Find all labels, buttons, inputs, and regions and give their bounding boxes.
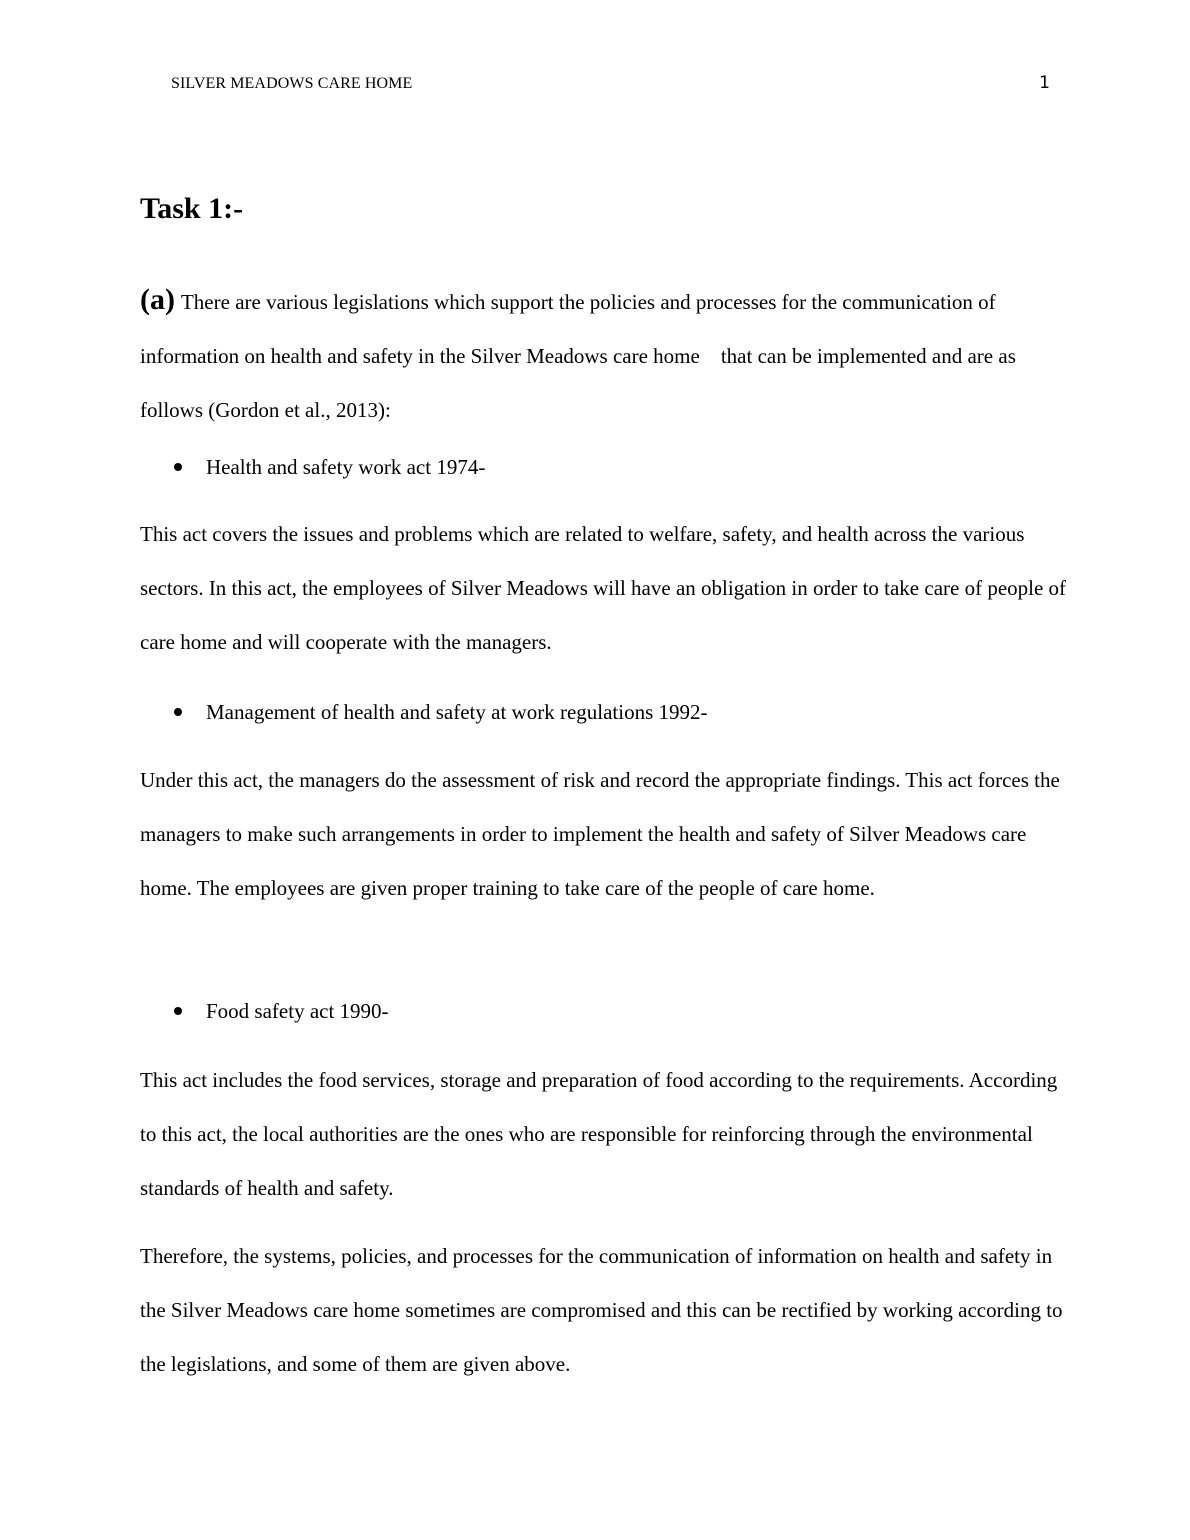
paragraph-hswa-1974: This act covers the issues and problems which are related to welfare, safety, and health across the various sectors. In this act, the employees of Silver Meadows will have an obligation in order to take care of people of care home and will cooperate with the managers.	[140, 522, 1067, 654]
bullet-icon	[174, 708, 182, 716]
bullet-icon	[174, 463, 182, 471]
page-number: 1	[1039, 73, 1050, 93]
running-header: SILVER MEADOWS CARE HOME	[171, 75, 413, 92]
task-heading: Task 1:-	[140, 192, 244, 225]
intro-text: There are various legislations which support the policies and processes for the communication of information on health and safety in the Silver Meadows care home that can be implemented and are as follows (Gordon et al., 2013):	[140, 290, 1022, 422]
bullet-label: Food safety act 1990-	[206, 999, 389, 1023]
paragraph-mhswr-1992: Under this act, the managers do the assessment of risk and record the appropriate findings. This act forces the managers to make such arrangements in order to implement the health and safety of Silver Meadows care home. The employees are given proper training to take care of the people of care home.	[140, 768, 1060, 900]
intro-paragraph	[140, 273, 1070, 437]
conclusion-paragraph: Therefore, the systems, policies, and processes for the communication of information on health and safety in the Silver Meadows care home sometimes are compromised and this can be rectified by working according to the legislations, and some of them are given above.	[140, 1244, 1063, 1376]
section-marker: (a)	[140, 283, 175, 316]
bullet-item-hswa-1974	[174, 452, 485, 482]
bullet-label: Health and safety work act 1974-	[206, 455, 486, 479]
bullet-item-mhswr-1992	[174, 697, 708, 727]
bullet-item-food-safety-1990	[174, 996, 389, 1026]
bullet-icon	[174, 1007, 182, 1015]
bullet-label: Management of health and safety at work regulations 1992-	[206, 700, 708, 724]
paragraph-food-safety-1990: This act includes the food services, storage and preparation of food according to the requirements. According to this act, the local authorities are the ones who are responsible for reinforcing through the environmental standards of health and safety.	[140, 1068, 1058, 1200]
